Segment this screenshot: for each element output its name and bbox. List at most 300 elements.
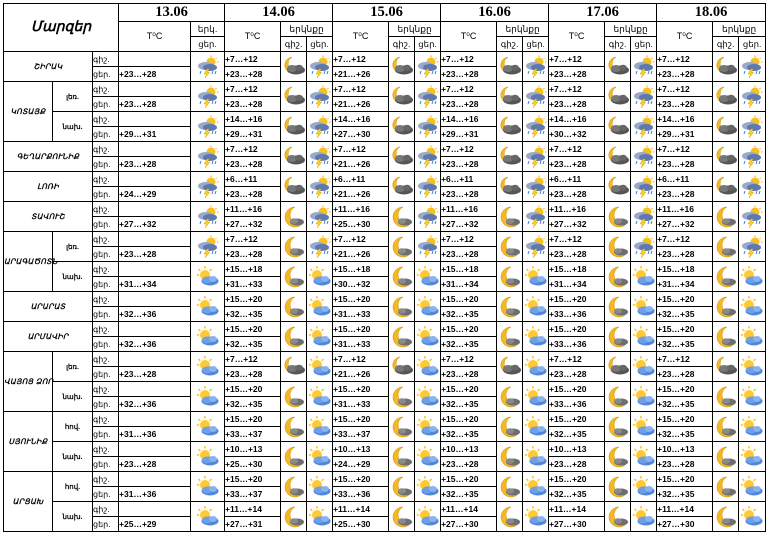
temp-value: +23…+28 <box>657 247 713 262</box>
night-label: գիշ. <box>93 352 119 367</box>
temp-value: +23…+28 <box>119 97 191 112</box>
cloudy-moon-icon <box>282 145 306 169</box>
temp-value: +10…+13 <box>333 442 389 457</box>
weather-icon-cell <box>281 322 307 352</box>
partly-cloudy-icon <box>740 265 764 289</box>
temp-value: +15…+20 <box>657 412 713 427</box>
weather-icon-cell <box>605 352 631 382</box>
weather-icon-cell <box>415 352 441 382</box>
temp-value: +7…+12 <box>333 232 389 247</box>
temp-header: T⁰C <box>119 22 191 52</box>
table-row <box>4 142 766 157</box>
partly-cloudy-icon <box>632 445 656 469</box>
temp-value <box>119 172 191 187</box>
weather-icon-cell <box>281 52 307 82</box>
weather-icon-cell <box>191 382 225 412</box>
partly-cloudy-icon <box>740 385 764 409</box>
region-name: ՇԻՐԱԿ <box>4 52 93 82</box>
temp-value: +23…+28 <box>119 367 191 382</box>
weather-icon-cell <box>605 382 631 412</box>
weather-icon-cell <box>523 502 549 532</box>
cloudy-moon-icon <box>282 115 306 139</box>
temp-value <box>119 502 191 517</box>
temp-value: +7…+12 <box>333 82 389 97</box>
weather-icon-cell <box>415 292 441 322</box>
moon-icon <box>282 475 306 499</box>
weather-icon-cell <box>523 172 549 202</box>
thunderstorm-icon <box>632 55 656 79</box>
night-label: գիշ. <box>93 382 119 397</box>
weather-icon-cell <box>631 472 657 502</box>
partly-cloudy-icon <box>632 355 656 379</box>
temp-value: +6…+11 <box>333 172 389 187</box>
cloudy-moon-icon <box>498 85 522 109</box>
temp-value: +15…+20 <box>225 322 281 337</box>
thunderstorm-icon <box>308 85 332 109</box>
temp-value <box>119 202 191 217</box>
temp-value: +23…+28 <box>549 97 605 112</box>
weather-icon-cell <box>191 352 225 382</box>
cloudy-moon-icon <box>282 55 306 79</box>
partly-cloudy-icon <box>196 265 220 289</box>
night-subheader: գիշ. <box>389 37 415 52</box>
night-subheader: գիշ. <box>497 37 523 52</box>
cloudy-moon-icon <box>606 175 630 199</box>
moon-icon <box>606 205 630 229</box>
temp-value: +33…+36 <box>549 307 605 322</box>
temp-value: +11…+16 <box>549 202 605 217</box>
moon-icon <box>714 445 738 469</box>
thunderstorm-icon <box>196 55 220 79</box>
day-subheader: ցեր. <box>191 37 225 52</box>
temp-value: +33…+36 <box>549 337 605 352</box>
temp-value <box>119 142 191 157</box>
day-label: ցեր. <box>93 427 119 442</box>
moon-icon <box>606 415 630 439</box>
weather-icon-cell <box>389 292 415 322</box>
weather-icon-cell <box>631 202 657 232</box>
weather-icon-cell <box>307 442 333 472</box>
moon-icon <box>498 415 522 439</box>
weather-icon-cell <box>191 322 225 352</box>
partly-cloudy-icon <box>524 505 548 529</box>
thunderstorm-icon <box>196 145 220 169</box>
temp-value: +23…+28 <box>119 157 191 172</box>
weather-icon-cell <box>523 472 549 502</box>
temp-value: +23…+28 <box>441 157 497 172</box>
moon-icon <box>282 295 306 319</box>
weather-icon-cell <box>523 442 549 472</box>
temp-value: +32…+35 <box>441 307 497 322</box>
weather-icon-cell <box>631 292 657 322</box>
thunderstorm-icon <box>740 205 764 229</box>
temp-value: +11…+14 <box>333 502 389 517</box>
table-row <box>4 322 766 337</box>
temp-value: +6…+11 <box>441 172 497 187</box>
night-label: գիշ. <box>93 412 119 427</box>
temp-value: +32…+35 <box>441 487 497 502</box>
weather-icon-cell <box>605 502 631 532</box>
region-name: ԿՈՏԱՅՔ <box>4 82 53 142</box>
partly-cloudy-icon <box>196 415 220 439</box>
temp-value: +31…+33 <box>333 307 389 322</box>
temp-value: +15…+20 <box>333 472 389 487</box>
temp-value: +10…+13 <box>657 442 713 457</box>
weather-icon-cell <box>631 112 657 142</box>
moon-icon <box>606 265 630 289</box>
temp-value: +29…+31 <box>119 127 191 142</box>
weather-icon-cell <box>389 142 415 172</box>
temp-value: +15…+20 <box>549 412 605 427</box>
table-row <box>4 352 766 367</box>
partly-cloudy-icon <box>632 295 656 319</box>
temp-value: +33…+36 <box>549 397 605 412</box>
temp-value: +24…+29 <box>333 457 389 472</box>
temp-value: +30…+32 <box>333 277 389 292</box>
region-area: լեռ. <box>53 232 93 262</box>
weather-icon-cell <box>713 172 739 202</box>
temp-value: +7…+12 <box>549 232 605 247</box>
cloudy-moon-icon <box>390 175 414 199</box>
weather-icon-cell <box>713 412 739 442</box>
weather-icon-cell <box>415 262 441 292</box>
weather-icon-cell <box>605 82 631 112</box>
temp-value: +32…+36 <box>119 307 191 322</box>
moon-icon <box>498 445 522 469</box>
weather-icon-cell <box>739 112 766 142</box>
date-header: 18.06 <box>657 4 766 22</box>
partly-cloudy-icon <box>740 445 764 469</box>
weather-icon-cell <box>307 382 333 412</box>
temp-value: +7…+12 <box>333 352 389 367</box>
table-row <box>4 502 766 517</box>
partly-cloudy-icon <box>632 325 656 349</box>
weather-icon-cell <box>191 262 225 292</box>
temp-value: +7…+12 <box>441 82 497 97</box>
table-row <box>4 232 766 247</box>
temp-value: +32…+35 <box>441 427 497 442</box>
weather-icon-cell <box>415 502 441 532</box>
date-header: 13.06 <box>119 4 225 22</box>
weather-icon-cell <box>497 232 523 262</box>
weather-icon-cell <box>307 202 333 232</box>
temp-header: T⁰C <box>225 22 281 52</box>
cloudy-moon-icon <box>282 355 306 379</box>
temp-value: +23…+28 <box>119 247 191 262</box>
temp-value <box>119 262 191 277</box>
weather-icon-cell <box>605 412 631 442</box>
temp-value: +15…+18 <box>657 262 713 277</box>
table-row <box>4 292 766 307</box>
temp-value: +23…+28 <box>119 457 191 472</box>
weather-icon-cell <box>497 412 523 442</box>
weather-icon-cell <box>631 82 657 112</box>
weather-icon-cell <box>713 52 739 82</box>
weather-icon-cell <box>523 52 549 82</box>
thunderstorm-icon <box>740 175 764 199</box>
moon-icon <box>282 505 306 529</box>
partly-cloudy-icon <box>416 295 440 319</box>
night-subheader: գիշ. <box>281 37 307 52</box>
region-area: հով. <box>53 412 93 442</box>
day-label: ցեր. <box>93 517 119 532</box>
weather-icon-cell <box>497 262 523 292</box>
cloudy-moon-icon <box>606 115 630 139</box>
day-label: ցեր. <box>93 307 119 322</box>
weather-icon-cell <box>605 112 631 142</box>
cloudy-moon-icon <box>390 355 414 379</box>
cloudy-moon-icon <box>606 55 630 79</box>
partly-cloudy-icon <box>632 415 656 439</box>
temp-value: +23…+28 <box>657 457 713 472</box>
weather-icon-cell <box>739 142 766 172</box>
temp-value: +21…+26 <box>333 97 389 112</box>
temp-value: +23…+28 <box>657 157 713 172</box>
partly-cloudy-icon <box>308 325 332 349</box>
temp-value: +11…+16 <box>333 202 389 217</box>
temp-value: +27…+32 <box>657 217 713 232</box>
weather-icon-cell <box>307 292 333 322</box>
weather-icon-cell <box>281 142 307 172</box>
partly-cloudy-icon <box>524 325 548 349</box>
temp-value: +25…+30 <box>333 217 389 232</box>
thunderstorm-icon <box>632 175 656 199</box>
partly-cloudy-icon <box>196 445 220 469</box>
region-name: ԱՐԱԳԱԾՈՏՆ <box>4 232 53 292</box>
temp-value: +7…+12 <box>549 352 605 367</box>
temp-value: +15…+20 <box>549 472 605 487</box>
thunderstorm-icon <box>416 85 440 109</box>
moon-icon <box>390 415 414 439</box>
weather-icon-cell <box>415 322 441 352</box>
temp-value: +6…+11 <box>225 172 281 187</box>
thunderstorm-icon <box>524 115 548 139</box>
cloudy-moon-icon <box>606 145 630 169</box>
temp-value <box>119 52 191 67</box>
partly-cloudy-icon <box>196 355 220 379</box>
weather-icon-cell <box>307 262 333 292</box>
thunderstorm-icon <box>524 55 548 79</box>
table-row <box>4 202 766 217</box>
temp-value: +27…+32 <box>549 217 605 232</box>
thunderstorm-icon <box>308 235 332 259</box>
moon-icon <box>714 415 738 439</box>
temp-value: +11…+14 <box>549 502 605 517</box>
temp-value: +7…+12 <box>441 142 497 157</box>
partly-cloudy-icon <box>196 475 220 499</box>
moon-icon <box>714 385 738 409</box>
weather-icon-cell <box>631 412 657 442</box>
weather-icon-cell <box>415 472 441 502</box>
temp-value: +23…+28 <box>225 157 281 172</box>
weather-icon-cell <box>497 382 523 412</box>
cloudy-moon-icon <box>498 145 522 169</box>
temp-value: +23…+28 <box>657 97 713 112</box>
partly-cloudy-icon <box>416 265 440 289</box>
weather-icon-cell <box>191 202 225 232</box>
temp-value: +23…+28 <box>441 97 497 112</box>
temp-value: +15…+18 <box>549 262 605 277</box>
thunderstorm-icon <box>524 175 548 199</box>
temp-value: +23…+28 <box>549 247 605 262</box>
table-row <box>4 442 766 457</box>
weather-icon-cell <box>389 232 415 262</box>
weather-icon-cell <box>415 232 441 262</box>
temp-value <box>119 382 191 397</box>
weather-icon-cell <box>605 262 631 292</box>
temp-value: +14…+16 <box>225 112 281 127</box>
moon-icon <box>390 385 414 409</box>
temp-value: +33…+36 <box>333 487 389 502</box>
temp-value: +23…+28 <box>549 457 605 472</box>
weather-icon-cell <box>497 202 523 232</box>
moon-icon <box>606 235 630 259</box>
temp-value: +32…+35 <box>225 397 281 412</box>
thunderstorm-icon <box>196 115 220 139</box>
temp-value: +23…+28 <box>441 187 497 202</box>
temp-value: +6…+11 <box>657 172 713 187</box>
temp-value: +7…+12 <box>333 142 389 157</box>
weather-icon-cell <box>739 412 766 442</box>
weather-icon-cell <box>281 442 307 472</box>
temp-value: +27…+30 <box>441 517 497 532</box>
table-row <box>4 472 766 487</box>
thunderstorm-icon <box>416 55 440 79</box>
partly-cloudy-icon <box>740 355 764 379</box>
date-header: 16.06 <box>441 4 549 22</box>
temp-value: +23…+28 <box>549 367 605 382</box>
temp-value <box>119 352 191 367</box>
night-label: գիշ. <box>93 322 119 337</box>
weather-icon-cell <box>739 322 766 352</box>
temp-value: +15…+20 <box>441 382 497 397</box>
day-label: ցեր. <box>93 487 119 502</box>
weather-icon-cell <box>389 172 415 202</box>
temp-value: +27…+32 <box>119 217 191 232</box>
thunderstorm-icon <box>524 145 548 169</box>
region-name: ԼՈՌԻ <box>4 172 93 202</box>
temp-value: +25…+30 <box>225 457 281 472</box>
temp-value: +23…+28 <box>225 187 281 202</box>
cloudy-moon-icon <box>714 85 738 109</box>
partly-cloudy-icon <box>308 475 332 499</box>
night-label: գիշ. <box>93 502 119 517</box>
temp-value: +7…+12 <box>441 352 497 367</box>
temp-value: +32…+35 <box>225 337 281 352</box>
table-row <box>4 112 766 127</box>
weather-icon-cell <box>713 352 739 382</box>
temp-value: +7…+12 <box>657 232 713 247</box>
weather-icon-cell <box>415 442 441 472</box>
partly-cloudy-icon <box>524 475 548 499</box>
thunderstorm-icon <box>308 145 332 169</box>
partly-cloudy-icon <box>196 385 220 409</box>
temp-value: +29…+31 <box>225 127 281 142</box>
temp-value: +14…+16 <box>441 112 497 127</box>
table-row <box>4 82 766 97</box>
night-label: գիշ. <box>93 142 119 157</box>
thunderstorm-icon <box>196 85 220 109</box>
temp-value: +11…+16 <box>657 202 713 217</box>
weather-icon-cell <box>191 172 225 202</box>
moon-icon <box>282 265 306 289</box>
weather-icon-cell <box>739 472 766 502</box>
weather-icon-cell <box>497 322 523 352</box>
weather-icon-cell <box>523 412 549 442</box>
day-label: ցեր. <box>93 337 119 352</box>
temp-value: +23…+28 <box>549 187 605 202</box>
region-area: նախ. <box>53 502 93 532</box>
weather-icon-cell <box>523 292 549 322</box>
moon-icon <box>714 325 738 349</box>
temp-value: +14…+16 <box>549 112 605 127</box>
temp-value: +7…+12 <box>225 82 281 97</box>
night-label: գիշ. <box>93 172 119 187</box>
day-label: ցեր. <box>93 157 119 172</box>
temp-value: +32…+35 <box>441 337 497 352</box>
weather-icon-cell <box>497 112 523 142</box>
temp-value: +15…+20 <box>549 292 605 307</box>
thunderstorm-icon <box>524 235 548 259</box>
weather-icon-cell <box>415 52 441 82</box>
temp-value: +32…+35 <box>657 487 713 502</box>
day-subheader: ցեր. <box>523 37 549 52</box>
weather-icon-cell <box>631 322 657 352</box>
day-label: ցեր. <box>93 397 119 412</box>
moon-icon <box>390 235 414 259</box>
temp-value: +27…+31 <box>225 517 281 532</box>
temp-value: +23…+28 <box>441 367 497 382</box>
temp-value: +7…+12 <box>657 82 713 97</box>
weather-icon-cell <box>389 412 415 442</box>
thunderstorm-icon <box>196 205 220 229</box>
temp-value: +21…+26 <box>333 247 389 262</box>
thunderstorm-icon <box>416 115 440 139</box>
moon-icon <box>606 385 630 409</box>
cloudy-moon-icon <box>390 145 414 169</box>
temp-value: +27…+32 <box>441 217 497 232</box>
temp-value: +7…+12 <box>225 52 281 67</box>
region-area: նախ. <box>53 262 93 292</box>
moon-icon <box>390 325 414 349</box>
temp-value: +15…+20 <box>549 322 605 337</box>
moon-icon <box>606 295 630 319</box>
moon-icon <box>714 265 738 289</box>
thunderstorm-icon <box>416 145 440 169</box>
temp-value: +11…+16 <box>225 202 281 217</box>
temp-value: +23…+28 <box>119 67 191 82</box>
thunderstorm-icon <box>632 205 656 229</box>
weather-icon-cell <box>739 52 766 82</box>
weather-icon-cell <box>631 352 657 382</box>
weather-icon-cell <box>523 142 549 172</box>
day-label: ցեր. <box>93 457 119 472</box>
region-area: լեռ. <box>53 352 93 382</box>
temp-value: +23…+28 <box>225 97 281 112</box>
weather-icon-cell <box>389 202 415 232</box>
temp-value: +23…+28 <box>549 157 605 172</box>
moon-icon <box>714 235 738 259</box>
weather-icon-cell <box>497 142 523 172</box>
weather-icon-cell <box>281 502 307 532</box>
night-label: գիշ. <box>93 472 119 487</box>
night-label: գիշ. <box>93 442 119 457</box>
weather-icon-cell <box>281 292 307 322</box>
night-subheader: գիշ. <box>605 37 631 52</box>
weather-icon-cell <box>497 502 523 532</box>
weather-icon-cell <box>281 472 307 502</box>
weather-icon-cell <box>415 382 441 412</box>
